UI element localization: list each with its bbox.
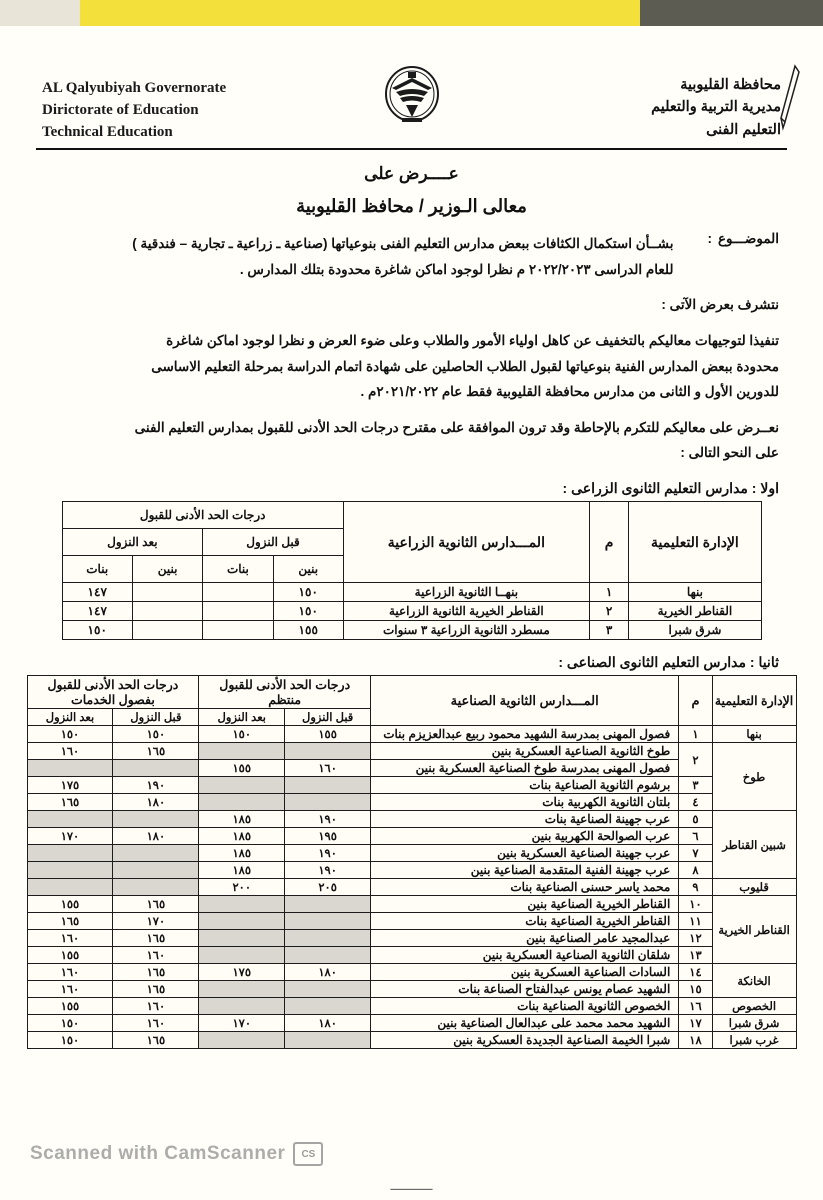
cell-admin: بنها (629, 583, 761, 602)
cell-after-girls: ١٤٧ (62, 583, 132, 602)
cell-school: القناطر الخيرية الصناعية بنات (371, 913, 679, 930)
cell-before-girls (203, 583, 273, 602)
cell-fees-before (113, 862, 199, 879)
table-row (62, 583, 761, 602)
cell-fees-before: ١٥٠ (113, 726, 199, 743)
cell-fees-after: ١٦٥ (27, 913, 113, 930)
cell-regular-before: ١٩٠ (285, 845, 371, 862)
cell-school: شبرا الخيمة الصناعية الجديدة العسكرية بنين (371, 1032, 679, 1049)
th-schools: المـــدارس الثانوية الصناعية (371, 676, 679, 726)
table-row (27, 998, 796, 1015)
subject-text-line-2: للعام الدراسى ٢٠٢٢/٢٠٢٣ م نظرا لوجود اماكن شاغرة محدودة بتلك المدارس . (239, 261, 674, 277)
cell-regular-before: ١٩٠ (285, 862, 371, 879)
cell-regular-after: ١٧٥ (199, 964, 285, 981)
cell-num: ١٠ (679, 896, 712, 913)
table-row (27, 862, 796, 879)
cell-num: ١٥ (679, 981, 712, 998)
cell-fees-after: ١٦٥ (27, 794, 113, 811)
cell-admin: شبين القناطر (712, 811, 796, 879)
cell-school: عرب جهينة الصناعية العسكرية بنين (371, 845, 679, 862)
table-row (27, 947, 796, 964)
cell-regular-before (285, 896, 371, 913)
cell-fees-after: ١٦٠ (27, 964, 113, 981)
th-num: م (589, 502, 629, 583)
intro-line: نتشرف بعرض الآتى : (661, 297, 779, 313)
cell-fees-before (113, 811, 199, 828)
cell-num: ١١ (679, 913, 712, 930)
cell-num: ١٣ (679, 947, 712, 964)
cell-fees-after (27, 862, 113, 879)
cell-regular-before: ١٨٠ (285, 964, 371, 981)
th-regular-before: قبل النزول (285, 709, 371, 726)
cell-school: عرب جهينة الفنية المتقدمة الصناعية بنين (371, 862, 679, 879)
cell-fees-after (27, 879, 113, 896)
cell-num: ٧ (679, 845, 712, 862)
cell-fees-after: ١٧٠ (27, 828, 113, 845)
table-row (27, 879, 796, 896)
cell-before-boys: ١٥٠ (273, 583, 343, 602)
cell-admin: طوخ (712, 743, 796, 811)
cell-regular-after: ١٨٥ (199, 811, 285, 828)
cell-num: ١٨ (679, 1032, 712, 1049)
th-grades-regular: درجات الحد الأدنى للقبول منتظم (199, 676, 371, 709)
cell-after-girls: ١٥٠ (62, 621, 132, 640)
cell-school: طوخ الثانوية الصناعية العسكرية بنين (371, 743, 679, 760)
cell-school: السادات الصناعية العسكرية بنين (371, 964, 679, 981)
th-num: م (679, 676, 712, 726)
th-grades: درجات الحد الأدنى للقبول (62, 502, 343, 529)
cell-fees-after: ١٥٠ (27, 726, 113, 743)
table-row (27, 964, 796, 981)
table-header-row (27, 676, 796, 709)
section-2-title: ثانيا : مدارس التعليم الثانوى الصناعى : (558, 654, 779, 671)
table-row (27, 913, 796, 930)
cell-admin: شرق شبرا (712, 1015, 796, 1032)
cell-num: ١ (589, 583, 629, 602)
document-header (0, 26, 823, 140)
title-line-1: عــــرض على (364, 164, 459, 183)
cell-fees-after: ١٦٠ (27, 743, 113, 760)
cell-school: بنهــا الثانوية الزراعية (343, 583, 589, 602)
cell-admin: بنها (712, 726, 796, 743)
th-before: قبل النزول (203, 529, 344, 556)
cell-num: ٩ (679, 879, 712, 896)
yellow-band (80, 0, 640, 26)
cell-school: عرب جهينة الصناعية بنات (371, 811, 679, 828)
cell-regular-after (199, 981, 285, 998)
cell-admin: القناطر الخيرية (712, 896, 796, 964)
paragraph-3: للدورين الأول و الثانى من مدارس محافظة القليوبية فقط عام ٢٠٢١/٢٠٢٢م . (360, 384, 779, 400)
cell-fees-before: ١٨٠ (113, 794, 199, 811)
cell-regular-after: ١٥٥ (199, 760, 285, 777)
th-fees-after: بعد النزول (27, 709, 113, 726)
cell-fees-before: ١٩٠ (113, 777, 199, 794)
cell-school: فصول المهنى بمدرسة طوخ الصناعية العسكرية بنين (371, 760, 679, 777)
pen-annotation-icon (775, 62, 805, 132)
cell-regular-after (199, 930, 285, 947)
cell-fees-before: ١٨٠ (113, 828, 199, 845)
table-row (27, 981, 796, 998)
cell-regular-after (199, 947, 285, 964)
cell-num: ٣ (679, 777, 712, 794)
cell-school: فصول المهنى بمدرسة الشهيد محمود ربيع عبدالعزيزم بنات (371, 726, 679, 743)
cell-regular-after: ١٨٥ (199, 862, 285, 879)
cell-regular-before (285, 1032, 371, 1049)
th-admin: الإدارة التعليمية (629, 502, 761, 583)
cell-fees-after: ١٥٠ (27, 1032, 113, 1049)
cell-admin: شرق شبرا (629, 621, 761, 640)
cell-regular-after: ١٨٥ (199, 828, 285, 845)
table-header-row (62, 502, 761, 529)
cell-after-girls: ١٤٧ (62, 602, 132, 621)
header-right-line-1: محافظة القليوبية (680, 77, 781, 93)
th-after-girls: بنات (62, 556, 132, 583)
cell-regular-before: ١٩٠ (285, 811, 371, 828)
industrial-schools-table (27, 675, 797, 1049)
cell-fees-before (113, 760, 199, 777)
cell-fees-before: ١٦٥ (113, 743, 199, 760)
table-row (27, 777, 796, 794)
cell-school: بلتان الثانوية الكهربية بنات (371, 794, 679, 811)
cell-fees-before: ١٦٠ (113, 1015, 199, 1032)
header-left-line-2: Dirictorate of Education (42, 101, 199, 118)
cell-regular-after (199, 896, 285, 913)
camscanner-text: Scanned with CamScanner (30, 1143, 286, 1164)
cell-num: ١ (679, 726, 712, 743)
table-row (27, 811, 796, 828)
header-left-block (42, 78, 226, 143)
table-row (62, 602, 761, 621)
table-row (27, 845, 796, 862)
cell-school: مسطرد الثانوية الزراعية ٣ سنوات (343, 621, 589, 640)
th-before-girls: بنات (203, 556, 273, 583)
cell-school: شلقان الثانوية الصناعية العسكرية بنين (371, 947, 679, 964)
cell-num: ٣ (589, 621, 629, 640)
cell-before-boys: ١٥٥ (273, 621, 343, 640)
table-row (27, 743, 796, 760)
industrial-table-body (27, 726, 796, 1049)
cell-regular-before: ١٦٠ (285, 760, 371, 777)
cell-fees-before: ١٦٠ (113, 947, 199, 964)
cell-school: عرب الصوالحة الكهربية بنين (371, 828, 679, 845)
document-sheet (0, 26, 823, 1200)
cell-admin: الخصوص (712, 998, 796, 1015)
th-fees-before: قبل النزول (113, 709, 199, 726)
cell-num: ١٤ (679, 964, 712, 981)
cell-fees-after: ١٥٥ (27, 896, 113, 913)
cell-before-girls (203, 621, 273, 640)
cell-admin: القناطر الخيرية (629, 602, 761, 621)
cell-fees-after (27, 845, 113, 862)
cell-regular-after (199, 1032, 285, 1049)
cell-fees-after: ١٥٥ (27, 947, 113, 964)
cell-regular-before (285, 930, 371, 947)
th-regular-after: بعد النزول (199, 709, 285, 726)
cell-regular-after (199, 794, 285, 811)
cell-regular-before (285, 998, 371, 1015)
cell-regular-before: ١٩٥ (285, 828, 371, 845)
agricultural-schools-table (62, 501, 762, 640)
section-1-title: اولا : مدارس التعليم الثانوى الزراعى : (562, 480, 779, 497)
cell-after-boys (132, 602, 202, 621)
table-row (27, 828, 796, 845)
cell-num: ٨ (679, 862, 712, 879)
th-grades-fees: درجات الحد الأدنى للقبول بفصول الخدمات (27, 676, 199, 709)
cell-num: ١٧ (679, 1015, 712, 1032)
th-before-boys: بنين (273, 556, 343, 583)
th-after-boys: بنين (132, 556, 202, 583)
cell-fees-before: ١٦٥ (113, 964, 199, 981)
subject-text-line-1: بشــأن استكمال الكثافات ببعض مدارس التعليم الفنى بنوعياتها (صناعية ـ زراعية ـ تجارية – فندقية ) (132, 236, 674, 251)
cell-school: محمد ياسر حسنى الصناعية بنات (371, 879, 679, 896)
cell-fees-before (113, 845, 199, 862)
cell-before-boys: ١٥٠ (273, 602, 343, 621)
cell-school: برشوم الثانوية الصناعية بنات (371, 777, 679, 794)
dark-band (640, 0, 823, 26)
table-row (27, 794, 796, 811)
table-row (27, 896, 796, 913)
cell-regular-after (199, 913, 285, 930)
cell-fees-after: ١٦٠ (27, 930, 113, 947)
cell-admin: قليوب (712, 879, 796, 896)
table-row (27, 726, 796, 743)
cell-admin: الخانكة (712, 964, 796, 998)
cell-fees-after: ١٧٥ (27, 777, 113, 794)
cell-regular-after: ١٧٠ (199, 1015, 285, 1032)
scan-top-strip (0, 0, 823, 27)
paragraph-2: محدودة ببعض المدارس الفنية بنوعياتها لقبول الطلاب الحاصلين على شهادة اتمام الدراسة بمرحلة التعليم الاساسى (151, 358, 779, 374)
subject-text (44, 231, 701, 282)
table-row (27, 930, 796, 947)
cell-regular-before (285, 794, 371, 811)
th-admin: الإدارة التعليمية (712, 676, 796, 726)
cell-num: ٢ (679, 743, 712, 777)
cell-after-boys (132, 583, 202, 602)
cell-num: ٥ (679, 811, 712, 828)
cell-regular-after: ٢٠٠ (199, 879, 285, 896)
cell-fees-after (27, 760, 113, 777)
cell-school: الخصوص الثانوية الصناعية بنات (371, 998, 679, 1015)
cell-fees-after: ١٥٠ (27, 1015, 113, 1032)
header-left-line-1: AL Qalyubiyah Governorate (42, 80, 227, 96)
cell-fees-before: ١٦٥ (113, 930, 199, 947)
cell-regular-before: ١٨٠ (285, 1015, 371, 1032)
cell-fees-before: ١٦٥ (113, 896, 199, 913)
egypt-eagle-emblem-icon (380, 64, 444, 132)
cell-num: ٦ (679, 828, 712, 845)
cell-admin: غرب شبرا (712, 1032, 796, 1049)
cell-fees-before: ١٦٥ (113, 981, 199, 998)
cell-fees-before: ١٦٥ (113, 1032, 199, 1049)
cell-fees-before: ١٧٠ (113, 913, 199, 930)
cell-school: القناطر الخيرية الثانوية الزراعية (343, 602, 589, 621)
cell-regular-before (285, 777, 371, 794)
cell-regular-before (285, 743, 371, 760)
cell-fees-before (113, 879, 199, 896)
cell-regular-before (285, 947, 371, 964)
subject-row (44, 231, 779, 282)
cell-regular-before (285, 913, 371, 930)
bottom-handwriting: ـــــــــــ (390, 1178, 433, 1193)
cell-fees-before: ١٦٠ (113, 998, 199, 1015)
cell-num: ١٦ (679, 998, 712, 1015)
camscanner-watermark (30, 1142, 323, 1166)
cell-school: القناطر الخيرية الصناعية بنين (371, 896, 679, 913)
table-row (27, 1015, 796, 1032)
cell-fees-after (27, 811, 113, 828)
subject-label: الموضـــوع (717, 231, 779, 246)
th-schools: المـــدارس الثانوية الزراعية (343, 502, 589, 583)
header-divider (36, 148, 787, 150)
cell-school: الشهيد محمد محمد على عبدالعال الصناعية بنين (371, 1015, 679, 1032)
cell-after-boys (132, 621, 202, 640)
header-right-line-3: التعليم الفنى (706, 121, 781, 138)
cell-regular-after (199, 998, 285, 1015)
header-left-line-3: Technical Education (42, 123, 173, 140)
cell-school: عبدالمجيد عامر الصناعية بنين (371, 930, 679, 947)
paragraph-1: تنفيذا لتوجيهات معاليكم بالتخفيف عن كاهل اولياء الأمور والطلاب وعلى ضوء العرض و نظرا لوجود اماكن شاغرة (166, 332, 779, 348)
title-line-2: معالى الـوزير / محافظ القليوبية (296, 196, 527, 216)
table-row (27, 1032, 796, 1049)
header-right-block (651, 74, 781, 141)
cell-before-girls (203, 602, 273, 621)
cell-regular-after (199, 777, 285, 794)
camscanner-badge-icon: CS (293, 1142, 323, 1166)
header-right-line-2: مديرية التربية والتعليم (651, 99, 781, 116)
cell-regular-before: ١٥٥ (285, 726, 371, 743)
cell-fees-after: ١٦٠ (27, 981, 113, 998)
cell-school: الشهيد عصام يونس عبدالفتاح الصناعة بنات (371, 981, 679, 998)
request-line-2: على النحو التالى : (680, 445, 779, 461)
cell-num: ٢ (589, 602, 629, 621)
cell-num: ١٢ (679, 930, 712, 947)
th-after: بعد النزول (62, 529, 203, 556)
document-body (0, 158, 823, 1049)
table-row (62, 621, 761, 640)
cell-regular-after (199, 743, 285, 760)
cell-num: ٤ (679, 794, 712, 811)
agricultural-table-body (62, 583, 761, 640)
subject-colon: : (707, 231, 712, 246)
cell-fees-after: ١٥٥ (27, 998, 113, 1015)
cell-regular-after: ١٨٥ (199, 845, 285, 862)
cell-regular-before: ٢٠٥ (285, 879, 371, 896)
cell-regular-after: ١٥٠ (199, 726, 285, 743)
request-line-1: نعــرض على معاليكم للتكرم بالإحاطة وقد ترون الموافقة على مقترح درجات الحد الأدنى للقبول بمدارس التعليم الفنى (134, 419, 779, 435)
cell-regular-before (285, 981, 371, 998)
